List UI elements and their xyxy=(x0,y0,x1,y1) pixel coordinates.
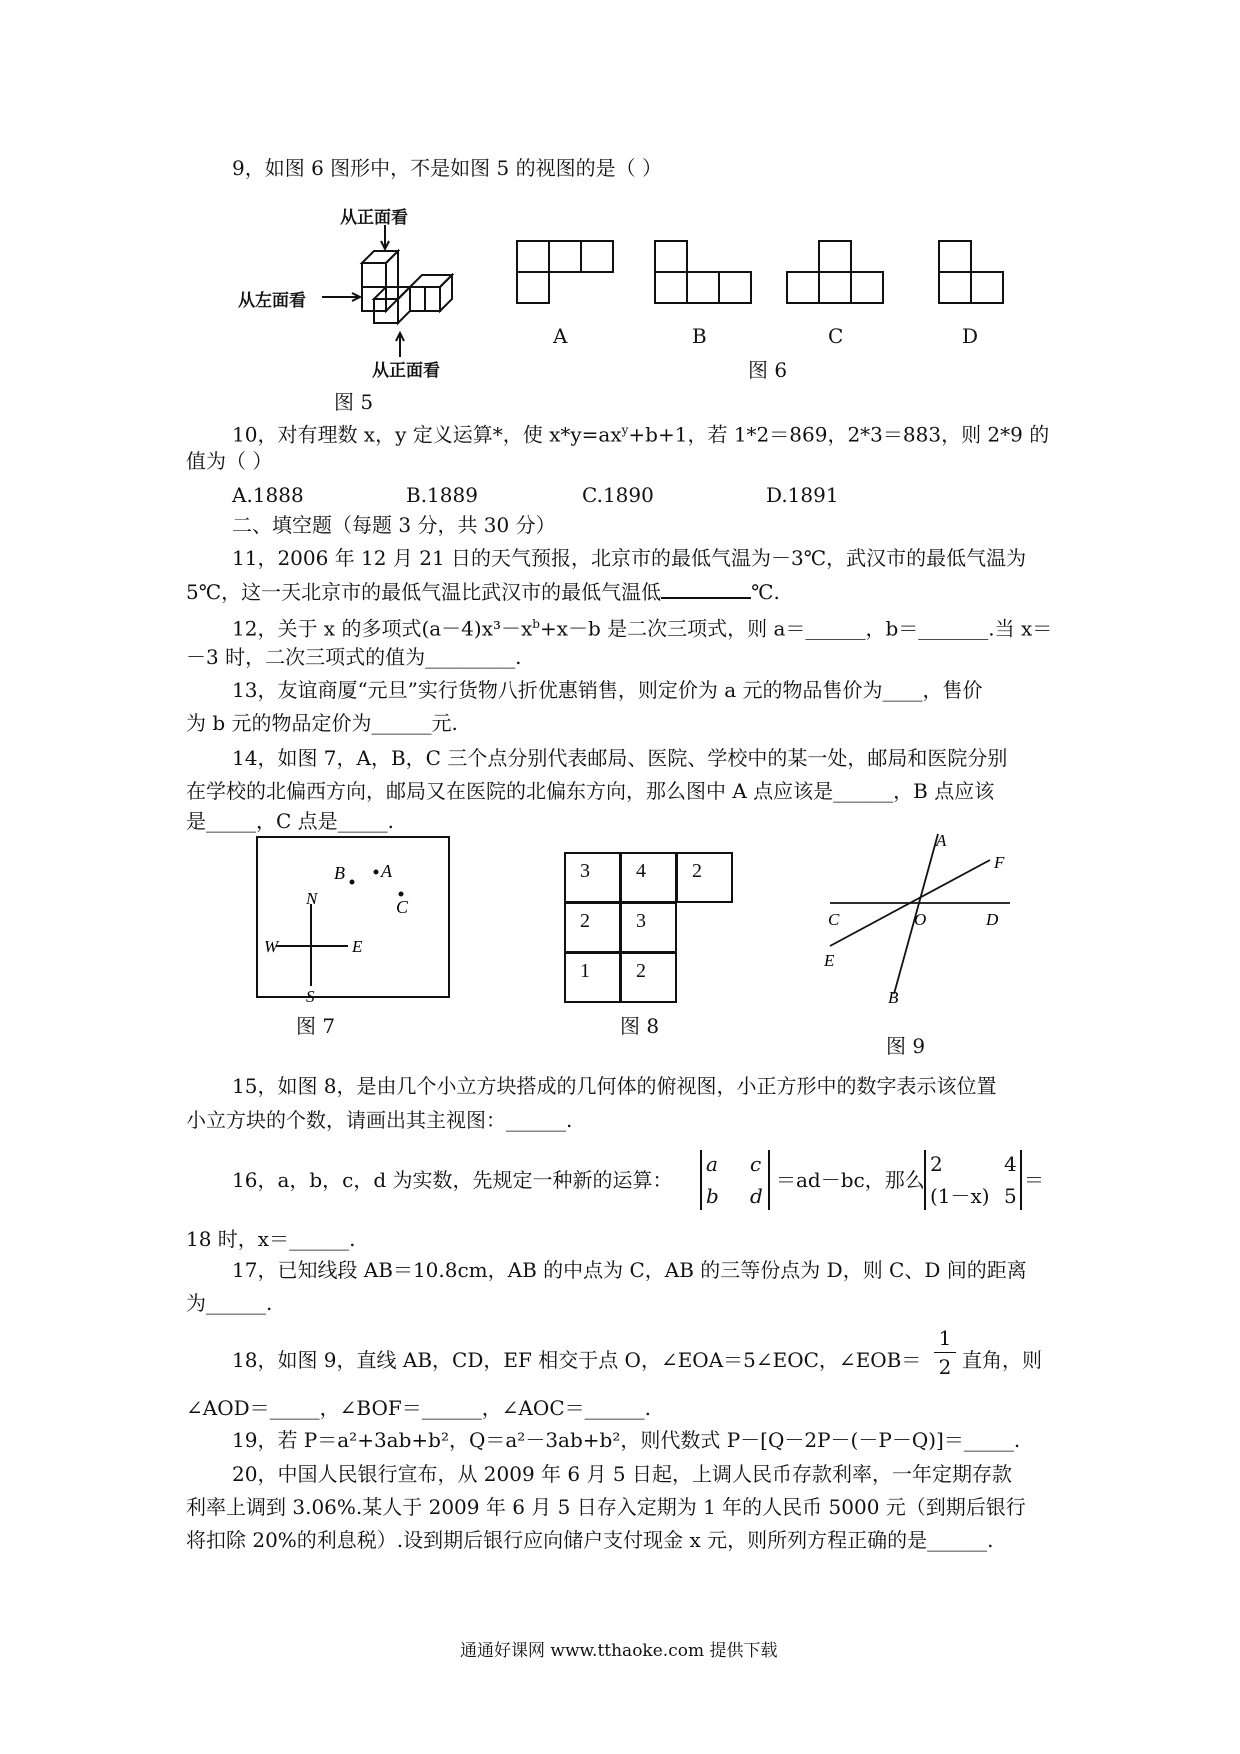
fig6-d-cell xyxy=(938,240,972,273)
fig9-lines xyxy=(810,826,1030,1016)
fig8-cell: 2 xyxy=(620,952,677,1003)
fig8-cell: 4 xyxy=(620,852,677,903)
q10-option-d: D.1891 xyxy=(766,483,839,507)
fig6-label-b: B xyxy=(692,324,707,348)
q13-line2: 为 b 元的物品定价为______元. xyxy=(186,711,458,735)
q10-line2: 值为（ ） xyxy=(186,449,273,473)
fig9-label-o: O xyxy=(914,910,927,929)
fig8-cell: 3 xyxy=(620,902,677,953)
fig8-cell: 1 xyxy=(564,952,621,1003)
fig5-label-front-bottom: 从正面看 xyxy=(372,361,440,381)
section2-heading: 二、填空题（每题 3 分，共 30 分） xyxy=(232,513,556,537)
q14-line2: 在学校的北偏西方向，邮局又在医院的北偏东方向，那么图中 A 点应该是______，B 点应该 xyxy=(186,779,995,803)
fig6-a-cell xyxy=(548,240,582,273)
fig5-cube-drawing xyxy=(300,225,470,370)
fig8-cell: 2 xyxy=(676,852,733,903)
q15-line1: 15，如图 8，是由几个小立方块搭成的几何体的俯视图，小正方形中的数字表示该位置 xyxy=(232,1074,997,1098)
fig6-c-cell xyxy=(818,240,852,273)
fig9-label-b: B xyxy=(888,988,899,1007)
fig9-caption: 图 9 xyxy=(886,1034,926,1058)
q16-lead: 16，a，b，c，d 为实数，先规定一种新的运算： xyxy=(232,1168,673,1192)
q10-option-b: B.1889 xyxy=(406,483,478,507)
fig8-cell: 3 xyxy=(564,852,621,903)
q18-line1-tail: 直角，则 xyxy=(962,1348,1042,1372)
q13-line1: 13，友谊商厦“元旦”实行货物八折优惠销售，则定价为 a 元的物品售价为____，售价 xyxy=(232,678,983,702)
fig6-a-cell xyxy=(580,240,614,273)
fig9-label-d: D xyxy=(986,910,999,929)
q10-line1: 10，对有理数 x，y 定义运算*，使 $x*y=ax^y+b+1$，若 1*2＝869，2*3＝883，则 2*9 的 xyxy=(232,422,1050,447)
fig6-b-cell xyxy=(654,271,688,304)
q18-line2: ∠AOD＝_____，∠BOF＝______，∠AOC＝______. xyxy=(186,1396,651,1420)
fig7-dir-s: S xyxy=(306,987,315,1006)
fig6-label-c: C xyxy=(828,324,844,348)
fig6-b-cell xyxy=(654,240,688,273)
fig7-point-a: A xyxy=(381,861,392,881)
q16-mid: ＝ad－bc，那么 xyxy=(776,1168,925,1192)
fig7-dir-n: N xyxy=(306,889,318,908)
fig6-label-a: A xyxy=(553,324,568,348)
q12-line1: 12，关于 x 的多项式$(a-4)x^3-x^b+x-b$ 是二次三项式，则 a＝______，b＝_______.当 x＝ xyxy=(232,616,1053,641)
q16-determinant-2: 2 4 (1－x) 5 xyxy=(924,1150,1022,1210)
fig7-point-c: C xyxy=(396,897,409,917)
fig7-caption: 图 7 xyxy=(296,1014,336,1038)
q20-line2: 利率上调到 3.06%.某人于 2009 年 6 月 5 日存入定期为 1 年的人民币 5000 元（到期后银行 xyxy=(186,1495,1026,1519)
q14-line1: 14，如图 7，A，B，C 三个点分别代表邮局、医院、学校中的某一处，邮局和医院分别 xyxy=(232,746,1008,770)
fig6-b-cell xyxy=(718,271,752,304)
fig6-c-cell xyxy=(786,271,820,304)
fig7-point-b: B xyxy=(334,863,345,883)
fig7-dir-w: W xyxy=(264,937,279,956)
fig9-label-e: E xyxy=(824,951,835,970)
q16-eq: ＝ xyxy=(1024,1168,1044,1192)
fig5-label-front-top: 从正面看 xyxy=(340,208,408,228)
q17-line2: 为______. xyxy=(186,1291,273,1315)
fig9-label-c: C xyxy=(828,910,840,929)
q10-option-a: A.1888 xyxy=(232,483,304,507)
fig6-d-cell xyxy=(938,271,972,304)
q19-line: 19，若 P＝a²+3ab+b²，Q＝a²－3ab+b²，则代数式 P－[Q－2P－(－P－Q)]＝_____. xyxy=(232,1428,1021,1452)
fig6-label-d: D xyxy=(962,324,979,348)
q11-line1: 11，2006 年 12 月 21 日的天气预报，北京市的最低气温为－3℃，武汉市的最低气温为 xyxy=(232,546,1027,570)
q17-line1: 17，已知线段 AB＝10.8cm，AB 的中点为 C，AB 的三等份点为 D，则 C、D 间的距离 xyxy=(232,1258,1027,1282)
q10-option-c: C.1890 xyxy=(582,483,654,507)
fig5-caption: 图 5 xyxy=(334,390,374,414)
fig9-label-a: A xyxy=(936,831,947,850)
footer-text: 通通好课网 www.tthaoke.com 提供下载 xyxy=(460,1641,778,1661)
fig6-caption: 图 6 xyxy=(748,358,788,382)
fig8-cell: 2 xyxy=(564,902,621,953)
fig9-label-f: F xyxy=(994,853,1005,872)
q16-line2: 18 时，x＝______. xyxy=(186,1227,356,1251)
fig6-c-cell xyxy=(818,271,852,304)
q16-determinant-1: a c b d xyxy=(700,1150,770,1210)
fig6-a-cell xyxy=(516,240,550,273)
fig6-b-cell xyxy=(686,271,720,304)
q14-line3: 是_____，C 点是_____. xyxy=(186,809,395,833)
fig6-a-cell xyxy=(516,271,550,304)
q20-line1: 20，中国人民银行宣布，从 2009 年 6 月 5 日起，上调人民币存款利率，一年定期存款 xyxy=(232,1462,1012,1486)
fig8-caption: 图 8 xyxy=(620,1014,660,1038)
q18-line1: 18，如图 9，直线 AB，CD，EF 相交于点 O，∠EOA＝5∠EOC，∠EOB＝ xyxy=(232,1348,922,1372)
fig5-label-left: 从左面看 xyxy=(238,291,306,311)
q9-text: 9，如图 6 图形中，不是如图 5 的视图的是（ ） xyxy=(232,156,662,180)
q20-line3: 将扣除 20%的利息税）.设到期后银行应向储户支付现金 x 元，则所列方程正确的是______. xyxy=(186,1528,994,1552)
fig7-compass xyxy=(256,836,456,1006)
q18-fraction: 1 2 xyxy=(934,1326,956,1379)
q11-line2: 5℃，这一天北京市的最低气温比武汉市的最低气温低 ℃. xyxy=(186,580,780,604)
fig7-dir-e: E xyxy=(352,937,363,956)
q15-line2: 小立方块的个数，请画出其主视图：______. xyxy=(186,1108,573,1132)
fig6-c-cell xyxy=(850,271,884,304)
fig6-d-cell xyxy=(970,271,1004,304)
q12-line2: －3 时，二次三项式的值为_________. xyxy=(186,645,522,669)
